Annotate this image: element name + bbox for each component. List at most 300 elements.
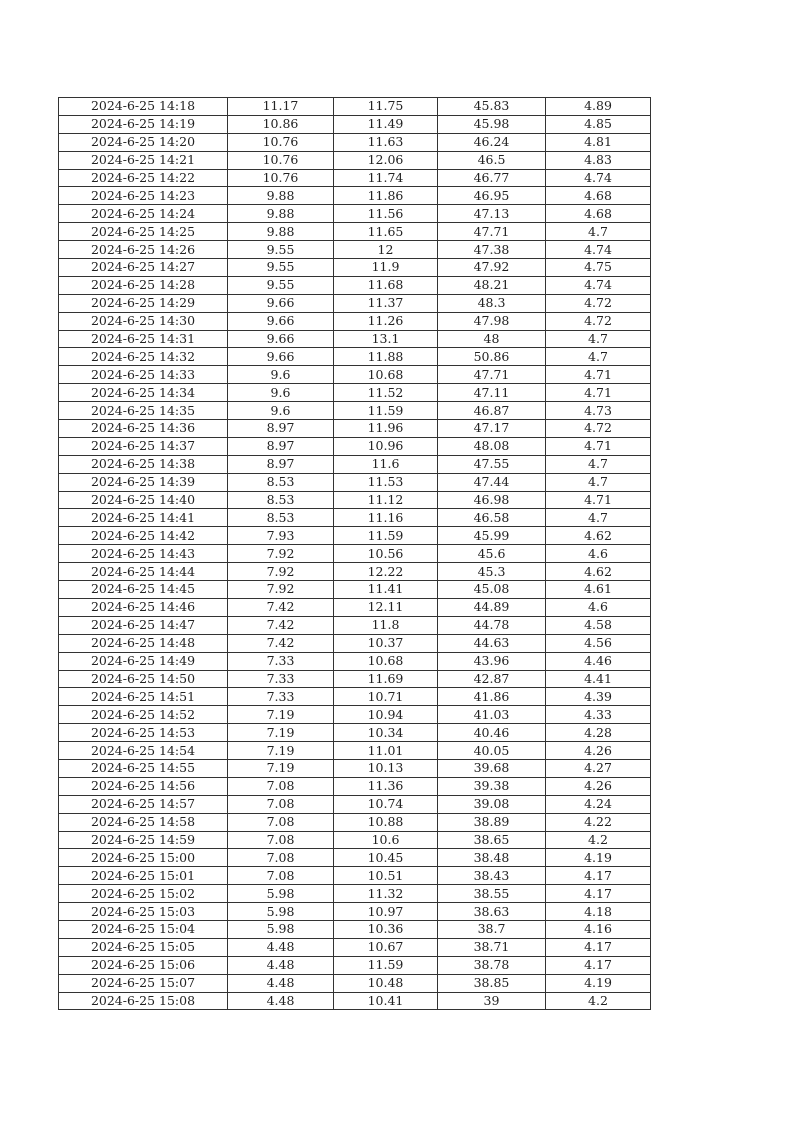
cell-value-4: 4.72 [546, 420, 651, 438]
cell-value-3: 46.98 [438, 491, 546, 509]
cell-timestamp: 2024-6-25 14:52 [59, 706, 228, 724]
cell-value-2: 11.59 [334, 527, 438, 545]
cell-value-1: 4.48 [228, 956, 334, 974]
cell-timestamp: 2024-6-25 15:06 [59, 956, 228, 974]
cell-value-1: 8.53 [228, 473, 334, 491]
table-row [59, 205, 651, 223]
cell-timestamp: 2024-6-25 14:27 [59, 259, 228, 277]
cell-value-3: 39.68 [438, 759, 546, 777]
cell-value-2: 10.88 [334, 813, 438, 831]
cell-value-3: 38.55 [438, 885, 546, 903]
cell-value-1: 7.08 [228, 795, 334, 813]
cell-value-2: 10.68 [334, 652, 438, 670]
cell-value-2: 11.32 [334, 885, 438, 903]
table-row [59, 348, 651, 366]
cell-value-2: 10.48 [334, 974, 438, 992]
table-row [59, 849, 651, 867]
cell-value-1: 9.66 [228, 348, 334, 366]
cell-timestamp: 2024-6-25 14:54 [59, 742, 228, 760]
cell-value-2: 11.26 [334, 312, 438, 330]
cell-value-4: 4.61 [546, 581, 651, 599]
cell-value-3: 38.65 [438, 831, 546, 849]
cell-value-1: 7.08 [228, 831, 334, 849]
table-row [59, 759, 651, 777]
cell-value-2: 10.36 [334, 920, 438, 938]
cell-value-4: 4.19 [546, 974, 651, 992]
cell-value-3: 38.71 [438, 938, 546, 956]
cell-value-2: 10.45 [334, 849, 438, 867]
cell-value-2: 11.37 [334, 294, 438, 312]
cell-value-2: 11.65 [334, 223, 438, 241]
cell-value-1: 4.48 [228, 974, 334, 992]
cell-value-4: 4.68 [546, 205, 651, 223]
table-row [59, 956, 651, 974]
cell-value-4: 4.7 [546, 223, 651, 241]
cell-value-2: 11.41 [334, 581, 438, 599]
cell-value-1: 9.55 [228, 276, 334, 294]
cell-value-3: 47.13 [438, 205, 546, 223]
cell-value-2: 12.06 [334, 151, 438, 169]
cell-value-2: 11.56 [334, 205, 438, 223]
cell-timestamp: 2024-6-25 14:58 [59, 813, 228, 831]
cell-value-4: 4.18 [546, 903, 651, 921]
table-row [59, 527, 651, 545]
cell-value-1: 9.55 [228, 241, 334, 259]
cell-value-3: 46.77 [438, 169, 546, 187]
cell-timestamp: 2024-6-25 14:24 [59, 205, 228, 223]
cell-value-3: 45.83 [438, 98, 546, 116]
cell-timestamp: 2024-6-25 14:44 [59, 563, 228, 581]
table-row [59, 885, 651, 903]
cell-value-4: 4.27 [546, 759, 651, 777]
cell-value-3: 45.08 [438, 581, 546, 599]
cell-value-1: 8.97 [228, 455, 334, 473]
table-row [59, 330, 651, 348]
cell-value-3: 38.85 [438, 974, 546, 992]
cell-value-3: 38.43 [438, 867, 546, 885]
cell-value-3: 46.5 [438, 151, 546, 169]
cell-value-4: 4.7 [546, 473, 651, 491]
cell-value-1: 10.76 [228, 133, 334, 151]
cell-value-4: 4.58 [546, 616, 651, 634]
cell-value-3: 48.08 [438, 437, 546, 455]
table-row [59, 724, 651, 742]
cell-value-2: 10.37 [334, 634, 438, 652]
cell-value-4: 4.73 [546, 402, 651, 420]
table-row [59, 742, 651, 760]
cell-value-4: 4.62 [546, 563, 651, 581]
table-row [59, 455, 651, 473]
cell-value-4: 4.17 [546, 867, 651, 885]
table-row [59, 259, 651, 277]
cell-value-1: 5.98 [228, 903, 334, 921]
cell-value-3: 50.86 [438, 348, 546, 366]
table-row [59, 294, 651, 312]
cell-value-2: 11.36 [334, 777, 438, 795]
table-row [59, 187, 651, 205]
cell-value-1: 7.93 [228, 527, 334, 545]
cell-value-1: 8.53 [228, 509, 334, 527]
cell-value-1: 7.33 [228, 670, 334, 688]
table-row [59, 670, 651, 688]
cell-value-1: 9.66 [228, 294, 334, 312]
cell-timestamp: 2024-6-25 14:41 [59, 509, 228, 527]
table-row [59, 598, 651, 616]
cell-value-4: 4.85 [546, 115, 651, 133]
cell-timestamp: 2024-6-25 14:40 [59, 491, 228, 509]
cell-value-2: 11.59 [334, 402, 438, 420]
cell-value-2: 11.01 [334, 742, 438, 760]
cell-value-1: 4.48 [228, 992, 334, 1010]
cell-value-1: 4.48 [228, 938, 334, 956]
cell-value-2: 11.75 [334, 98, 438, 116]
cell-value-2: 10.97 [334, 903, 438, 921]
cell-value-4: 4.7 [546, 455, 651, 473]
cell-value-1: 9.6 [228, 402, 334, 420]
cell-value-2: 10.6 [334, 831, 438, 849]
cell-value-2: 10.67 [334, 938, 438, 956]
cell-value-1: 5.98 [228, 920, 334, 938]
cell-value-4: 4.81 [546, 133, 651, 151]
cell-value-3: 38.89 [438, 813, 546, 831]
cell-value-3: 47.92 [438, 259, 546, 277]
cell-value-1: 10.76 [228, 151, 334, 169]
cell-timestamp: 2024-6-25 15:00 [59, 849, 228, 867]
cell-value-4: 4.74 [546, 276, 651, 294]
cell-value-3: 44.89 [438, 598, 546, 616]
table-row [59, 241, 651, 259]
cell-value-2: 11.68 [334, 276, 438, 294]
cell-value-2: 11.16 [334, 509, 438, 527]
cell-value-3: 38.7 [438, 920, 546, 938]
cell-timestamp: 2024-6-25 14:51 [59, 688, 228, 706]
table-row [59, 777, 651, 795]
cell-value-3: 48.3 [438, 294, 546, 312]
cell-value-1: 7.42 [228, 634, 334, 652]
cell-value-3: 41.86 [438, 688, 546, 706]
cell-value-4: 4.26 [546, 777, 651, 795]
table-row [59, 509, 651, 527]
cell-value-3: 46.95 [438, 187, 546, 205]
table-row [59, 169, 651, 187]
cell-value-2: 10.74 [334, 795, 438, 813]
cell-value-1: 10.86 [228, 115, 334, 133]
cell-value-4: 4.71 [546, 437, 651, 455]
table-row [59, 437, 651, 455]
table-row [59, 938, 651, 956]
table-row [59, 867, 651, 885]
cell-value-1: 8.97 [228, 437, 334, 455]
cell-value-4: 4.89 [546, 98, 651, 116]
cell-timestamp: 2024-6-25 14:49 [59, 652, 228, 670]
cell-value-4: 4.6 [546, 545, 651, 563]
cell-value-4: 4.74 [546, 241, 651, 259]
cell-value-1: 9.6 [228, 384, 334, 402]
cell-value-4: 4.6 [546, 598, 651, 616]
cell-value-2: 12 [334, 241, 438, 259]
cell-value-4: 4.62 [546, 527, 651, 545]
cell-value-1: 9.88 [228, 223, 334, 241]
cell-timestamp: 2024-6-25 14:55 [59, 759, 228, 777]
cell-value-2: 10.68 [334, 366, 438, 384]
cell-value-2: 10.41 [334, 992, 438, 1010]
cell-timestamp: 2024-6-25 14:43 [59, 545, 228, 563]
cell-value-3: 39 [438, 992, 546, 1010]
cell-value-3: 44.63 [438, 634, 546, 652]
cell-timestamp: 2024-6-25 14:35 [59, 402, 228, 420]
table-row [59, 366, 651, 384]
cell-value-3: 47.71 [438, 223, 546, 241]
cell-timestamp: 2024-6-25 14:53 [59, 724, 228, 742]
cell-value-1: 7.08 [228, 777, 334, 795]
cell-value-1: 5.98 [228, 885, 334, 903]
cell-value-1: 7.08 [228, 813, 334, 831]
table-row [59, 813, 651, 831]
data-table-body [59, 98, 651, 1010]
cell-timestamp: 2024-6-25 15:07 [59, 974, 228, 992]
cell-value-2: 11.74 [334, 169, 438, 187]
cell-value-4: 4.74 [546, 169, 651, 187]
cell-value-4: 4.72 [546, 294, 651, 312]
cell-timestamp: 2024-6-25 15:08 [59, 992, 228, 1010]
cell-timestamp: 2024-6-25 14:26 [59, 241, 228, 259]
cell-timestamp: 2024-6-25 14:22 [59, 169, 228, 187]
cell-value-3: 46.87 [438, 402, 546, 420]
cell-timestamp: 2024-6-25 14:33 [59, 366, 228, 384]
table-row [59, 688, 651, 706]
cell-value-4: 4.46 [546, 652, 651, 670]
cell-value-2: 11.49 [334, 115, 438, 133]
cell-value-2: 11.53 [334, 473, 438, 491]
cell-value-4: 4.7 [546, 330, 651, 348]
cell-value-3: 46.24 [438, 133, 546, 151]
cell-value-2: 10.56 [334, 545, 438, 563]
cell-value-1: 7.92 [228, 581, 334, 599]
cell-value-4: 4.2 [546, 831, 651, 849]
table-row [59, 706, 651, 724]
cell-value-3: 38.63 [438, 903, 546, 921]
cell-value-2: 12.11 [334, 598, 438, 616]
cell-value-2: 11.59 [334, 956, 438, 974]
cell-value-1: 7.33 [228, 652, 334, 670]
cell-value-2: 10.34 [334, 724, 438, 742]
cell-value-2: 11.12 [334, 491, 438, 509]
table-row [59, 581, 651, 599]
table-row [59, 831, 651, 849]
cell-value-1: 7.08 [228, 849, 334, 867]
cell-timestamp: 2024-6-25 14:57 [59, 795, 228, 813]
cell-timestamp: 2024-6-25 14:25 [59, 223, 228, 241]
cell-value-4: 4.17 [546, 956, 651, 974]
cell-value-2: 13.1 [334, 330, 438, 348]
cell-timestamp: 2024-6-25 14:39 [59, 473, 228, 491]
cell-value-1: 9.88 [228, 205, 334, 223]
table-row [59, 652, 651, 670]
cell-value-1: 9.88 [228, 187, 334, 205]
table-row [59, 491, 651, 509]
cell-timestamp: 2024-6-25 14:29 [59, 294, 228, 312]
cell-timestamp: 2024-6-25 14:45 [59, 581, 228, 599]
cell-value-3: 41.03 [438, 706, 546, 724]
cell-value-4: 4.2 [546, 992, 651, 1010]
cell-value-4: 4.22 [546, 813, 651, 831]
cell-value-2: 10.94 [334, 706, 438, 724]
table-row [59, 312, 651, 330]
cell-value-2: 10.71 [334, 688, 438, 706]
table-row [59, 920, 651, 938]
cell-value-2: 12.22 [334, 563, 438, 581]
cell-timestamp: 2024-6-25 14:36 [59, 420, 228, 438]
table-row [59, 563, 651, 581]
cell-value-4: 4.7 [546, 348, 651, 366]
cell-value-4: 4.71 [546, 491, 651, 509]
cell-value-3: 47.55 [438, 455, 546, 473]
table-row [59, 974, 651, 992]
cell-timestamp: 2024-6-25 15:03 [59, 903, 228, 921]
cell-value-2: 11.69 [334, 670, 438, 688]
cell-value-1: 10.76 [228, 169, 334, 187]
cell-value-3: 45.3 [438, 563, 546, 581]
cell-value-3: 47.44 [438, 473, 546, 491]
cell-value-2: 11.9 [334, 259, 438, 277]
cell-timestamp: 2024-6-25 14:59 [59, 831, 228, 849]
cell-value-1: 8.97 [228, 420, 334, 438]
cell-value-1: 8.53 [228, 491, 334, 509]
cell-value-4: 4.33 [546, 706, 651, 724]
table-row [59, 223, 651, 241]
cell-value-3: 39.08 [438, 795, 546, 813]
cell-timestamp: 2024-6-25 14:30 [59, 312, 228, 330]
cell-value-3: 39.38 [438, 777, 546, 795]
cell-value-3: 40.05 [438, 742, 546, 760]
cell-timestamp: 2024-6-25 14:28 [59, 276, 228, 294]
cell-value-1: 9.66 [228, 330, 334, 348]
cell-value-3: 42.87 [438, 670, 546, 688]
cell-value-3: 38.48 [438, 849, 546, 867]
cell-value-1: 7.33 [228, 688, 334, 706]
cell-value-2: 11.86 [334, 187, 438, 205]
cell-timestamp: 2024-6-25 14:32 [59, 348, 228, 366]
cell-value-3: 40.46 [438, 724, 546, 742]
cell-value-3: 47.11 [438, 384, 546, 402]
cell-value-3: 43.96 [438, 652, 546, 670]
table-row [59, 384, 651, 402]
table-row [59, 473, 651, 491]
cell-timestamp: 2024-6-25 15:05 [59, 938, 228, 956]
cell-value-4: 4.26 [546, 742, 651, 760]
cell-timestamp: 2024-6-25 14:42 [59, 527, 228, 545]
cell-timestamp: 2024-6-25 15:01 [59, 867, 228, 885]
cell-timestamp: 2024-6-25 14:19 [59, 115, 228, 133]
cell-value-4: 4.71 [546, 366, 651, 384]
cell-value-1: 11.17 [228, 98, 334, 116]
cell-value-2: 11.96 [334, 420, 438, 438]
table-row [59, 795, 651, 813]
cell-value-3: 44.78 [438, 616, 546, 634]
cell-timestamp: 2024-6-25 14:46 [59, 598, 228, 616]
table-row [59, 98, 651, 116]
cell-value-3: 45.6 [438, 545, 546, 563]
cell-value-4: 4.17 [546, 938, 651, 956]
cell-value-4: 4.41 [546, 670, 651, 688]
table-row [59, 151, 651, 169]
table-row [59, 133, 651, 151]
cell-value-4: 4.75 [546, 259, 651, 277]
cell-timestamp: 2024-6-25 14:47 [59, 616, 228, 634]
cell-timestamp: 2024-6-25 14:20 [59, 133, 228, 151]
cell-timestamp: 2024-6-25 14:23 [59, 187, 228, 205]
cell-timestamp: 2024-6-25 14:48 [59, 634, 228, 652]
data-table [58, 97, 651, 1010]
cell-value-2: 11.52 [334, 384, 438, 402]
cell-value-3: 46.58 [438, 509, 546, 527]
cell-value-2: 11.88 [334, 348, 438, 366]
cell-value-4: 4.17 [546, 885, 651, 903]
cell-value-4: 4.83 [546, 151, 651, 169]
cell-timestamp: 2024-6-25 14:18 [59, 98, 228, 116]
cell-value-4: 4.72 [546, 312, 651, 330]
cell-value-1: 7.42 [228, 616, 334, 634]
cell-timestamp: 2024-6-25 14:37 [59, 437, 228, 455]
table-row [59, 634, 651, 652]
cell-value-2: 10.96 [334, 437, 438, 455]
table-row [59, 420, 651, 438]
cell-value-2: 11.63 [334, 133, 438, 151]
table-row [59, 276, 651, 294]
cell-value-4: 4.71 [546, 384, 651, 402]
cell-value-1: 9.6 [228, 366, 334, 384]
table-row [59, 903, 651, 921]
cell-value-3: 48 [438, 330, 546, 348]
cell-value-4: 4.16 [546, 920, 651, 938]
cell-value-3: 48.21 [438, 276, 546, 294]
cell-value-4: 4.39 [546, 688, 651, 706]
cell-timestamp: 2024-6-25 15:04 [59, 920, 228, 938]
cell-value-1: 7.19 [228, 706, 334, 724]
cell-value-2: 10.51 [334, 867, 438, 885]
table-row [59, 992, 651, 1010]
cell-value-1: 7.42 [228, 598, 334, 616]
cell-value-1: 7.19 [228, 724, 334, 742]
cell-value-4: 4.7 [546, 509, 651, 527]
cell-timestamp: 2024-6-25 14:31 [59, 330, 228, 348]
cell-value-3: 47.38 [438, 241, 546, 259]
cell-value-4: 4.24 [546, 795, 651, 813]
cell-value-1: 7.92 [228, 545, 334, 563]
table-row [59, 402, 651, 420]
cell-value-3: 38.78 [438, 956, 546, 974]
cell-timestamp: 2024-6-25 14:34 [59, 384, 228, 402]
cell-timestamp: 2024-6-25 15:02 [59, 885, 228, 903]
cell-value-3: 47.98 [438, 312, 546, 330]
cell-value-2: 11.8 [334, 616, 438, 634]
cell-value-1: 7.92 [228, 563, 334, 581]
cell-value-1: 7.08 [228, 867, 334, 885]
cell-value-4: 4.28 [546, 724, 651, 742]
cell-timestamp: 2024-6-25 14:56 [59, 777, 228, 795]
cell-value-3: 45.98 [438, 115, 546, 133]
table-row [59, 115, 651, 133]
cell-timestamp: 2024-6-25 14:50 [59, 670, 228, 688]
cell-value-2: 10.13 [334, 759, 438, 777]
cell-timestamp: 2024-6-25 14:21 [59, 151, 228, 169]
cell-value-3: 45.99 [438, 527, 546, 545]
table-row [59, 616, 651, 634]
cell-timestamp: 2024-6-25 14:38 [59, 455, 228, 473]
cell-value-4: 4.68 [546, 187, 651, 205]
cell-value-3: 47.71 [438, 366, 546, 384]
cell-value-4: 4.56 [546, 634, 651, 652]
